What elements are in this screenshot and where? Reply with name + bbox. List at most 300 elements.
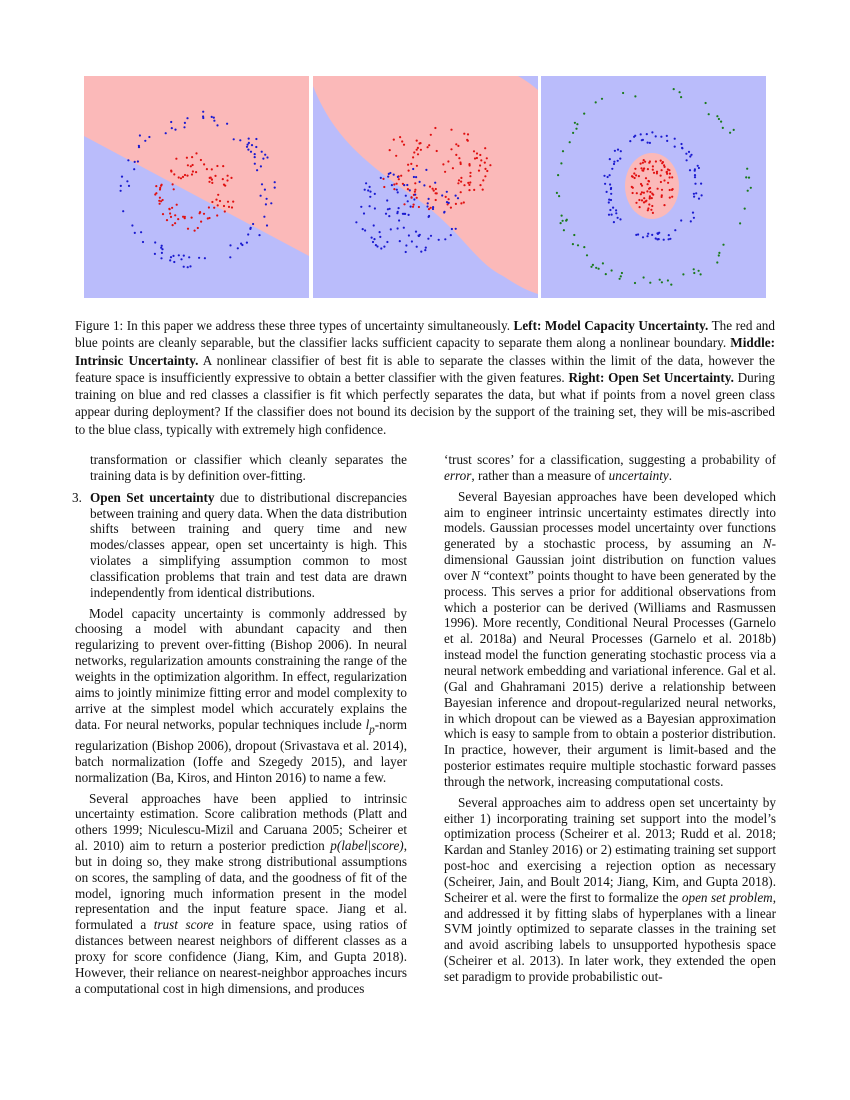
- red-point: [671, 196, 673, 198]
- blue-point: [386, 241, 388, 243]
- blue-point: [138, 145, 140, 147]
- blue-point: [694, 170, 696, 172]
- blue-point: [383, 246, 385, 248]
- red-point: [175, 158, 177, 160]
- red-point: [396, 183, 398, 185]
- blue-point: [237, 247, 239, 249]
- red-point: [484, 147, 486, 149]
- blue-point: [403, 184, 405, 186]
- blue-point: [646, 235, 648, 237]
- red-point: [476, 152, 478, 154]
- red-point: [640, 167, 642, 169]
- red-point: [480, 159, 482, 161]
- red-point: [213, 207, 215, 209]
- red-point: [186, 157, 188, 159]
- blue-point: [686, 159, 688, 161]
- red-point: [191, 217, 193, 219]
- blue-point: [637, 233, 639, 235]
- blue-point: [698, 198, 700, 200]
- blue-point: [239, 139, 241, 141]
- green-point: [716, 115, 718, 117]
- red-point: [463, 201, 465, 203]
- green-point: [716, 261, 718, 263]
- blue-point: [375, 244, 377, 246]
- red-point: [206, 168, 208, 170]
- red-point: [427, 146, 429, 148]
- green-point: [622, 92, 624, 94]
- blue-point: [427, 202, 429, 204]
- blue-point: [373, 224, 375, 226]
- red-point: [469, 175, 471, 177]
- blue-point: [432, 206, 434, 208]
- blue-point: [668, 234, 670, 236]
- red-point: [641, 191, 643, 193]
- green-point: [563, 229, 565, 231]
- blue-point: [410, 206, 412, 208]
- blue-point: [420, 251, 422, 253]
- blue-point: [226, 123, 228, 125]
- green-point: [733, 129, 735, 131]
- red-point: [203, 213, 205, 215]
- green-point: [748, 177, 750, 179]
- list-item-heading: Open Set uncertainty: [90, 489, 215, 505]
- red-point: [432, 188, 434, 190]
- red-point: [407, 164, 409, 166]
- blue-point: [211, 116, 213, 118]
- red-point: [416, 149, 418, 151]
- red-point: [647, 209, 649, 211]
- red-point: [631, 175, 633, 177]
- green-point: [595, 267, 597, 269]
- blue-point: [443, 211, 445, 213]
- text: in feature space, using ratios of distances between nearest neighbors of different classes as a proxy for score confidence (Jiang, Kim, and Gupta 2018). However, their reliance on nearest-neighbor approaches incurs a computational cost in high dimensions, and produces: [75, 917, 407, 996]
- blue-point: [246, 242, 248, 244]
- blue-point: [603, 175, 605, 177]
- blue-point: [362, 228, 364, 230]
- red-point: [653, 172, 655, 174]
- blue-point: [247, 233, 249, 235]
- blue-point: [369, 186, 371, 188]
- red-point: [652, 194, 654, 196]
- caption-right-heading: Right: Open Set Uncertainty.: [568, 369, 734, 385]
- blue-point: [254, 163, 256, 165]
- blue-point: [613, 163, 615, 165]
- blue-point: [202, 111, 204, 113]
- blue-point: [426, 205, 428, 207]
- green-point: [643, 276, 645, 278]
- blue-point: [615, 209, 617, 211]
- text: -dimensional Gaussian joint distribution on function values over: [444, 536, 776, 583]
- blue-point: [415, 176, 417, 178]
- blue-point: [674, 138, 676, 140]
- blue-point: [251, 144, 253, 146]
- red-point: [478, 170, 480, 172]
- blue-point: [430, 235, 432, 237]
- red-point: [634, 177, 636, 179]
- blue-point: [619, 218, 621, 220]
- red-point: [648, 180, 650, 182]
- blue-point: [202, 115, 204, 117]
- red-point: [430, 207, 432, 209]
- red-point: [664, 166, 666, 168]
- blue-point: [252, 223, 254, 225]
- blue-point: [689, 169, 691, 171]
- red-point: [182, 176, 184, 178]
- blue-point: [428, 216, 430, 218]
- red-point: [643, 197, 645, 199]
- green-point: [562, 220, 564, 222]
- blue-point: [457, 197, 459, 199]
- green-point: [693, 268, 695, 270]
- red-point: [455, 143, 457, 145]
- blue-point: [609, 209, 611, 211]
- red-point: [436, 150, 438, 152]
- blue-point: [270, 202, 272, 204]
- figure-1-panels: [84, 76, 766, 300]
- blue-point: [405, 195, 407, 197]
- red-point: [434, 127, 436, 129]
- red-point: [401, 140, 403, 142]
- green-point: [722, 244, 724, 246]
- red-point: [660, 181, 662, 183]
- green-point: [708, 113, 710, 115]
- green-point: [583, 113, 585, 115]
- blue-point: [255, 138, 257, 140]
- red-point: [638, 175, 640, 177]
- blue-point: [642, 236, 644, 238]
- blue-point: [139, 134, 141, 136]
- green-point: [558, 195, 560, 197]
- red-point: [455, 203, 457, 205]
- blue-point: [386, 199, 388, 201]
- math: l: [365, 716, 370, 732]
- blue-point: [233, 138, 235, 140]
- blue-point: [171, 127, 173, 129]
- green-point: [621, 272, 623, 274]
- red-point: [182, 216, 184, 218]
- red-point: [458, 157, 460, 159]
- blue-point: [674, 146, 676, 148]
- blue-point: [690, 220, 692, 222]
- green-point: [718, 254, 720, 256]
- red-point: [473, 150, 475, 152]
- red-point: [155, 185, 157, 187]
- blue-point: [264, 154, 266, 156]
- blue-point: [266, 156, 268, 158]
- blue-point: [178, 254, 180, 256]
- blue-point: [405, 251, 407, 253]
- blue-point: [137, 160, 139, 162]
- red-point: [430, 134, 432, 136]
- blue-point: [434, 182, 436, 184]
- red-point: [662, 161, 664, 163]
- blue-point: [419, 181, 421, 183]
- blue-point: [427, 238, 429, 240]
- red-point: [407, 188, 409, 190]
- red-point: [400, 175, 402, 177]
- blue-point: [256, 169, 258, 171]
- blue-point: [693, 217, 695, 219]
- math: N: [762, 536, 772, 552]
- red-point: [642, 170, 644, 172]
- blue-point: [663, 239, 665, 241]
- left-column: [72, 452, 407, 1001]
- red-point: [447, 160, 449, 162]
- red-point: [473, 189, 475, 191]
- red-point: [643, 192, 645, 194]
- blue-point: [373, 238, 375, 240]
- red-point: [655, 160, 657, 162]
- red-point: [632, 187, 634, 189]
- red-point: [435, 192, 437, 194]
- blue-point: [409, 189, 411, 191]
- blue-point: [411, 240, 413, 242]
- red-point: [389, 149, 391, 151]
- green-point: [718, 118, 720, 120]
- red-point: [173, 173, 175, 175]
- red-point: [160, 200, 162, 202]
- blue-point: [647, 142, 649, 144]
- red-point: [174, 222, 176, 224]
- blue-point: [154, 241, 156, 243]
- blue-point: [451, 228, 453, 230]
- red-point: [159, 187, 161, 189]
- red-point: [463, 133, 465, 135]
- red-point: [448, 198, 450, 200]
- blue-point: [142, 241, 144, 243]
- blue-point: [204, 257, 206, 259]
- blue-point: [170, 121, 172, 123]
- red-point: [418, 142, 420, 144]
- red-point: [482, 179, 484, 181]
- blue-point: [446, 191, 448, 193]
- blue-point: [254, 156, 256, 158]
- emphasis: uncertainty: [608, 467, 669, 483]
- red-point: [484, 175, 486, 177]
- red-point: [433, 190, 435, 192]
- blue-point: [133, 168, 135, 170]
- blue-point: [647, 233, 649, 235]
- blue-point: [247, 149, 249, 151]
- red-point: [178, 176, 180, 178]
- red-point: [648, 162, 650, 164]
- blue-point: [248, 138, 250, 140]
- red-point: [197, 227, 199, 229]
- green-point: [557, 174, 559, 176]
- blue-point: [148, 136, 150, 138]
- blue-point: [680, 219, 682, 221]
- blue-point: [617, 217, 619, 219]
- red-point: [416, 140, 418, 142]
- red-point: [645, 200, 647, 202]
- red-point: [214, 175, 216, 177]
- red-point: [395, 155, 397, 157]
- red-point: [463, 184, 465, 186]
- blue-point: [186, 117, 188, 119]
- green-point: [649, 282, 651, 284]
- red-point: [211, 201, 213, 203]
- red-point: [416, 165, 418, 167]
- red-point: [666, 171, 668, 173]
- red-point: [398, 178, 400, 180]
- emphasis: error: [444, 467, 472, 483]
- red-point: [195, 171, 197, 173]
- red-point: [412, 156, 414, 158]
- green-point: [745, 176, 747, 178]
- red-point: [191, 156, 193, 158]
- blue-point: [260, 165, 262, 167]
- blue-point: [161, 252, 163, 254]
- red-point: [460, 191, 462, 193]
- red-point: [420, 149, 422, 151]
- blue-point: [127, 159, 129, 161]
- right-column: [444, 452, 776, 990]
- red-point: [200, 159, 202, 161]
- green-point: [679, 91, 681, 93]
- green-point: [750, 187, 752, 189]
- red-point: [208, 181, 210, 183]
- red-point: [216, 214, 218, 216]
- green-point: [722, 127, 724, 129]
- red-point: [191, 173, 193, 175]
- red-point: [660, 160, 662, 162]
- blue-point: [693, 196, 695, 198]
- red-point: [416, 197, 418, 199]
- blue-point: [247, 144, 249, 146]
- green-point: [634, 282, 636, 284]
- red-point: [482, 189, 484, 191]
- red-point: [647, 168, 649, 170]
- green-point: [659, 279, 661, 281]
- blue-point: [432, 208, 434, 210]
- red-point: [192, 164, 194, 166]
- red-point: [170, 170, 172, 172]
- blue-point: [651, 234, 653, 236]
- red-point: [652, 165, 654, 167]
- red-point: [651, 197, 653, 199]
- green-point: [583, 246, 585, 248]
- blue-point: [397, 227, 399, 229]
- list-number: 3.: [72, 489, 82, 505]
- red-point: [646, 190, 648, 192]
- red-point: [661, 196, 663, 198]
- red-point: [159, 197, 161, 199]
- green-point: [620, 275, 622, 277]
- red-point: [195, 152, 197, 154]
- green-point: [595, 101, 597, 103]
- red-point: [457, 182, 459, 184]
- red-point: [657, 188, 659, 190]
- red-point: [468, 184, 470, 186]
- caption-text: During training on blue and red classes a classifier is fit which perfectly separates the data, but what if points from a novel green class appear during deployment? If the classifier does not bound its decision by the support of the training set, they will be mis-ascribed to the blue class, typically with extremely high confidence.: [75, 369, 775, 437]
- red-point: [479, 164, 481, 166]
- blue-point: [134, 161, 136, 163]
- blue-point: [694, 183, 696, 185]
- red-point: [648, 203, 650, 205]
- blue-point: [609, 158, 611, 160]
- red-point: [667, 182, 669, 184]
- red-point: [428, 144, 430, 146]
- blue-point: [701, 194, 703, 196]
- red-point: [469, 164, 471, 166]
- text: -norm regularization (Bishop 2006), dropout (Srivastava et al. 2014), batch normalization (Ioffe and Szegedy 2015), and layer normalization (Ba, Kiros, and Hinton 2016) to name a few.: [75, 716, 407, 785]
- blue-point: [609, 174, 611, 176]
- blue-point: [700, 183, 702, 185]
- blue-point: [444, 238, 446, 240]
- blue-point: [261, 183, 263, 185]
- red-point: [219, 200, 221, 202]
- blue-point: [455, 195, 457, 197]
- blue-point: [173, 261, 175, 263]
- red-point: [474, 157, 476, 159]
- blue-point: [425, 169, 427, 171]
- red-point: [211, 168, 213, 170]
- green-point: [693, 272, 695, 274]
- blue-point: [438, 239, 440, 241]
- red-point: [200, 221, 202, 223]
- green-point: [577, 244, 579, 246]
- blue-point: [134, 232, 136, 234]
- blue-point: [610, 188, 612, 190]
- blue-point: [390, 228, 392, 230]
- blue-point: [425, 247, 427, 249]
- red-point: [639, 206, 641, 208]
- paragraph: [444, 489, 776, 790]
- green-point: [569, 141, 571, 143]
- green-point: [574, 122, 576, 124]
- green-point: [575, 128, 577, 130]
- red-point: [467, 182, 469, 184]
- red-point: [192, 170, 194, 172]
- red-point: [224, 210, 226, 212]
- red-point: [479, 184, 481, 186]
- red-point: [641, 199, 643, 201]
- text: Several approaches aim to address open set uncertainty by either 1) incorporating training set support into the model’s optimization process (Scheirer et al. 2013; Rudd et al. 2018; Kardan and Stanley 2016) or 2) estimating training set support post-hoc and exercising a rejection option as necessary (Scheirer, Jain, and Boult 2014; Jiang, Kim, and Gupta 2018). Scheirer et al. were the first to formalize the: [444, 794, 776, 905]
- green-point: [560, 162, 562, 164]
- blue-point: [120, 190, 122, 192]
- red-point: [382, 178, 384, 180]
- red-point: [435, 199, 437, 201]
- red-point: [184, 174, 186, 176]
- blue-point: [608, 214, 610, 216]
- blue-point: [693, 193, 695, 195]
- caption-left-heading: Left: Model Capacity Uncertainty.: [513, 318, 709, 333]
- red-point: [444, 171, 446, 173]
- red-point: [230, 177, 232, 179]
- caption-text: A nonlinear classifier of best fit is able to separate the classes within the limit of the data, however the feature space is insufficiently expressive to obtain a better classifier with the given features.: [75, 352, 775, 385]
- red-point: [633, 172, 635, 174]
- blue-point: [374, 193, 376, 195]
- blue-point: [690, 154, 692, 156]
- math: p(label|score): [330, 838, 404, 854]
- blue-point: [365, 182, 367, 184]
- red-point: [450, 207, 452, 209]
- green-point: [667, 279, 669, 281]
- blue-point: [372, 241, 374, 243]
- blue-point: [617, 149, 619, 151]
- blue-point: [612, 207, 614, 209]
- blue-point: [369, 196, 371, 198]
- green-point: [601, 98, 603, 100]
- green-point: [592, 264, 594, 266]
- blue-point: [666, 135, 668, 137]
- red-point: [486, 157, 488, 159]
- red-point: [414, 182, 416, 184]
- red-point: [217, 204, 219, 206]
- red-point: [669, 189, 671, 191]
- blue-point: [619, 158, 621, 160]
- blue-point: [423, 184, 425, 186]
